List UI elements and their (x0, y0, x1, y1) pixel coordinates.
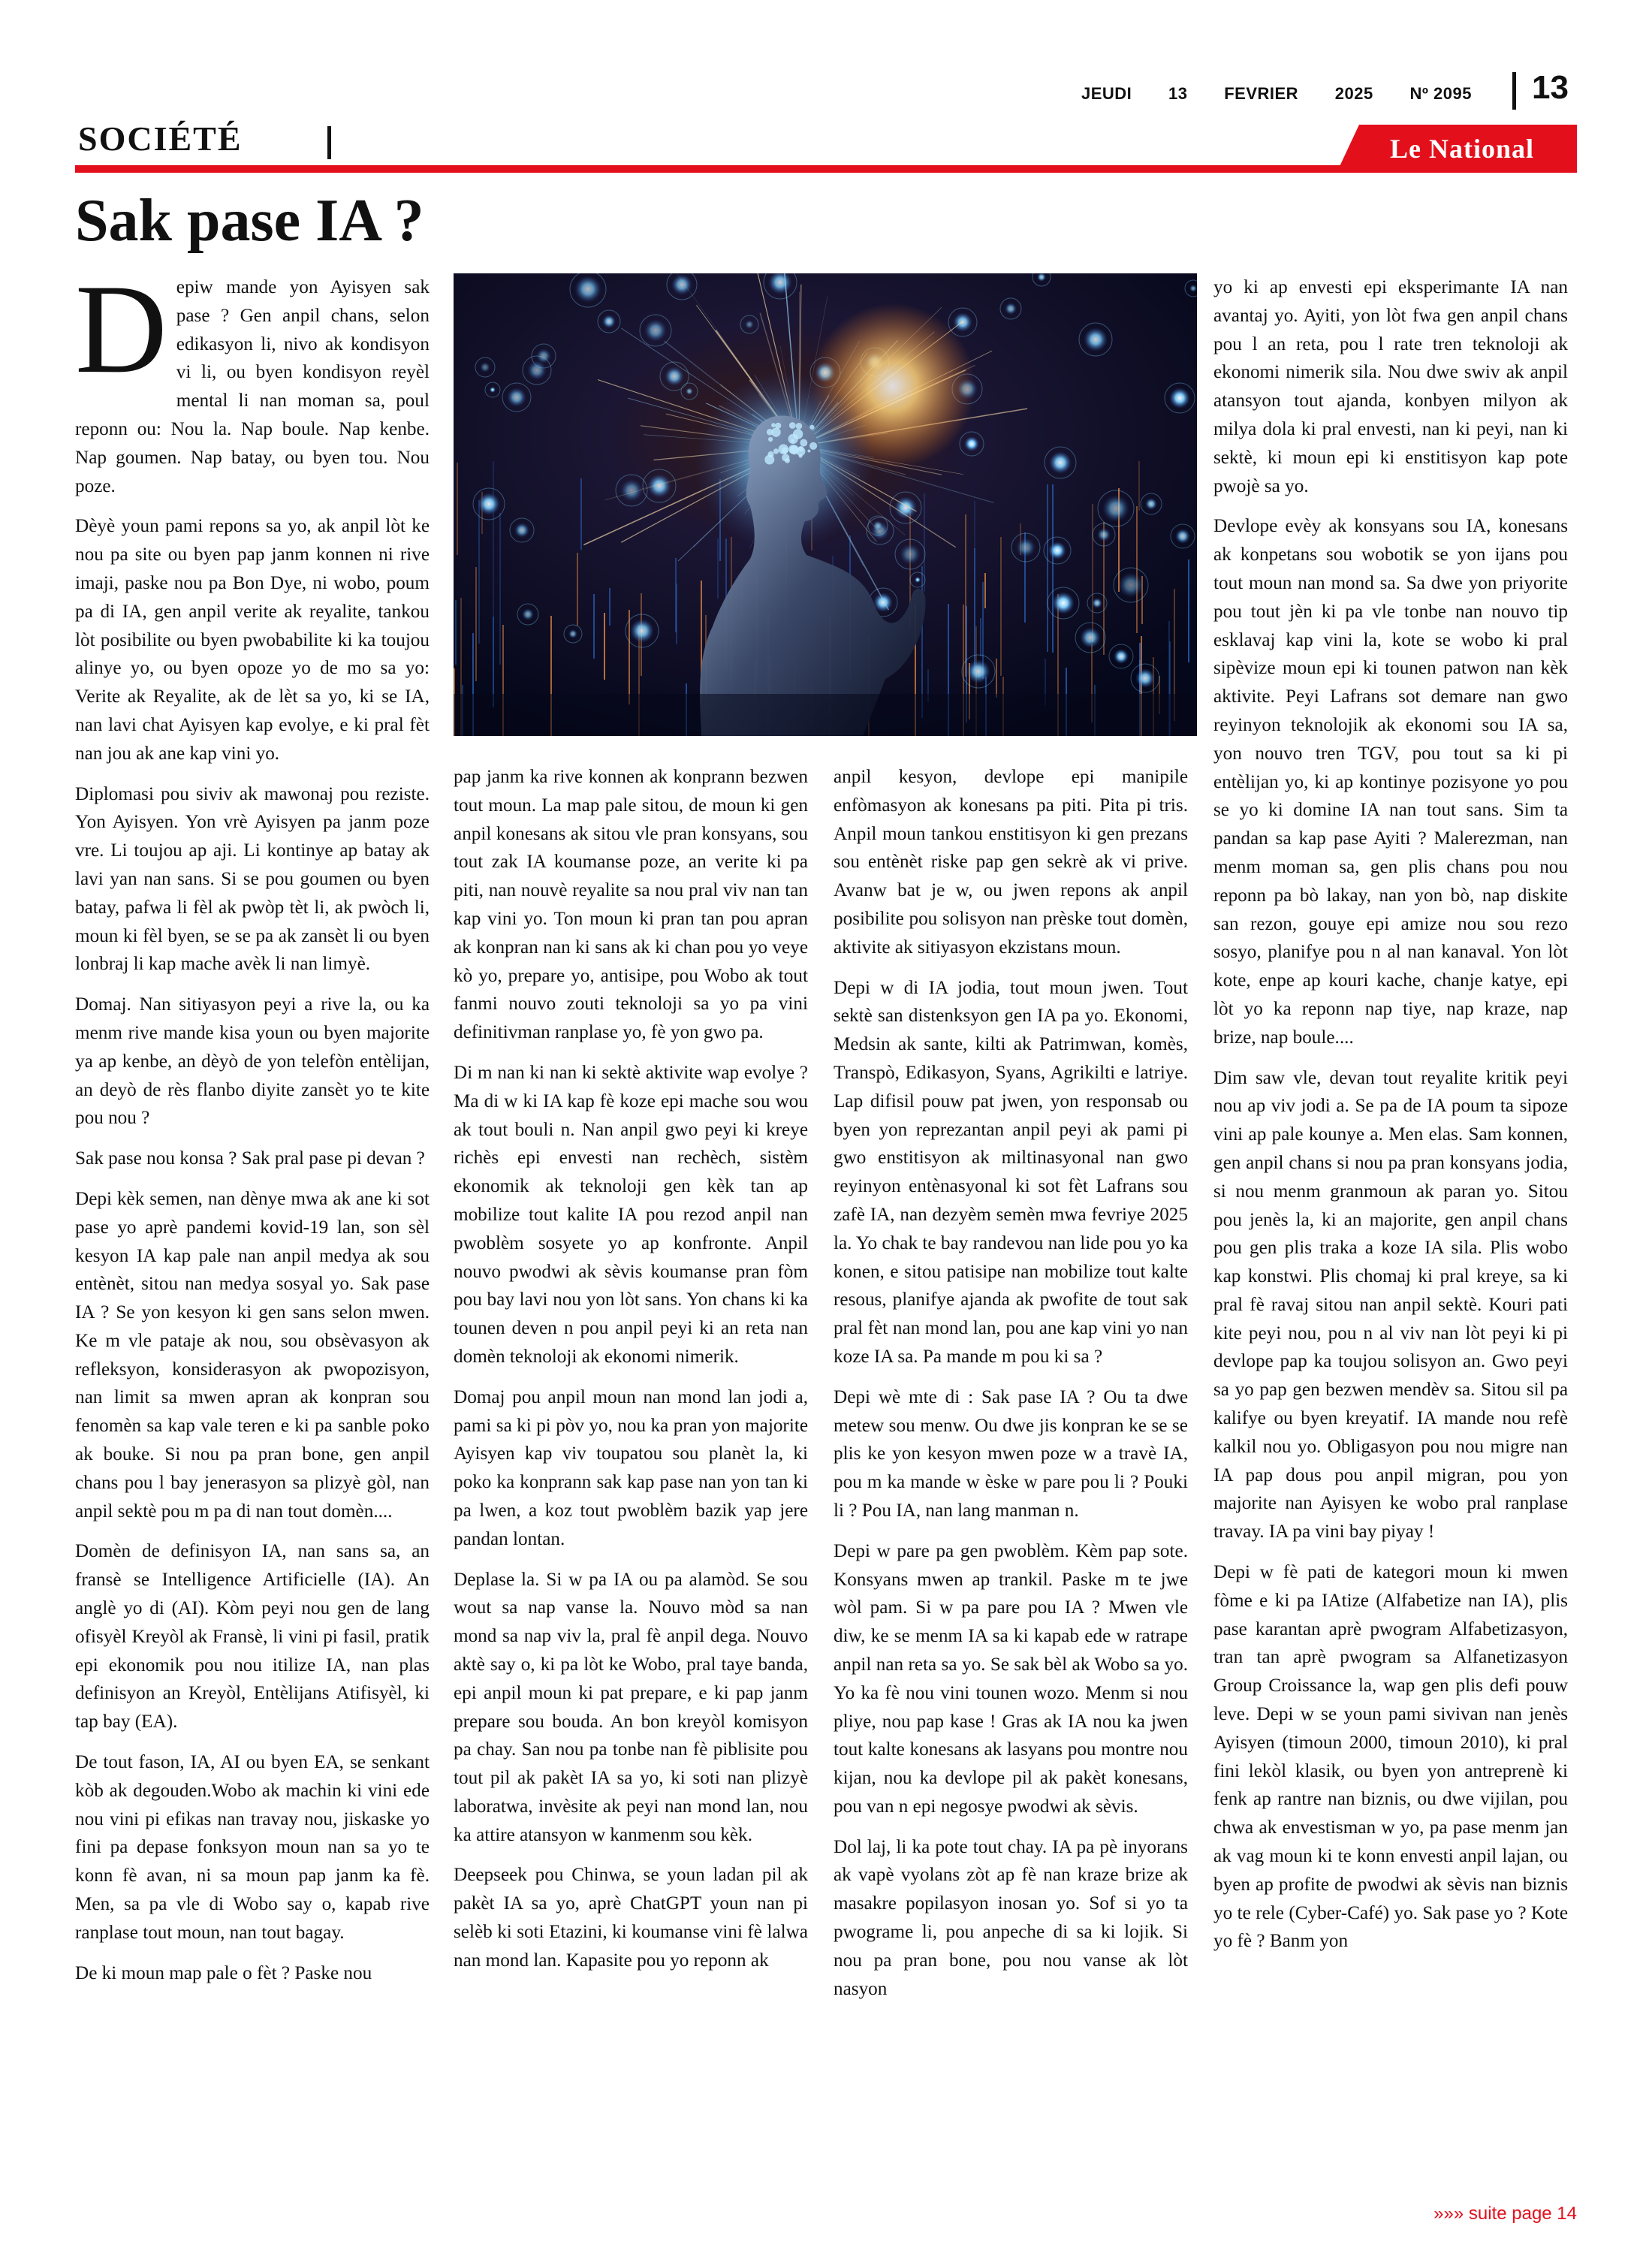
date-month: FEVRIER (1224, 84, 1299, 103)
network-node (1114, 649, 1129, 664)
article-column-4 (1213, 273, 1568, 1968)
page-number-divider (1512, 72, 1516, 110)
network-node (1145, 498, 1157, 510)
paragraph: Diplomasi pou siviv ak mawonaj pou reziste. Yon Ayisyen. Yon vrè Ayisyen pa janm poze vre. Li toujou ap aji. Li kontinye ap batay ak lavi yan nan sans. Si se pou goumen ou byen batay, pafwa li fèl ak pwòp tèt li, ak pwòch li, moun ki fèl byen, se se pa ak zansèt li ou byen lonbraj li kap mache avèk li nan limyè. (75, 783, 430, 975)
drop-cap: D (75, 258, 167, 400)
brain-node (773, 448, 779, 454)
data-stream (1052, 484, 1054, 653)
network-node (1175, 529, 1190, 544)
brain-node (790, 445, 799, 454)
section-label: SOCIÉTÉ (78, 119, 243, 158)
paragraph: Domaj. Nan sitiyasyon peyi a rive la, ou ka menm rive mande kisa youn ou byen majorite ya ap kenbe, an dèyò de yon telefòn entèlijan, an deyò de rès flanbo diyite zansèt yo te kite pou nou ? (75, 994, 430, 1129)
data-stream (996, 659, 997, 698)
network-node (647, 474, 671, 498)
paragraph: Deplase la. Si w pa IA ou pa alamòd. Se sou wout sa nap vanse la. Nouvo mòd sa nan mond sa nap viv la, pral fè anpil dega. Nouvo aktè say o, ki pa lòt ke Wobo, pral taye banda, epi anpil moun ki pat prepare, e ki pap janm prepare sou bouda. An bon kreyòl komisyon pa chay. San nou pa tonbe nan fè piblisite pou tout pil ak pakèt IA sa yo, ki soti nan plizyè laboratwa, invèsite ak peyi nan mond lan, nou ka attire atansyon w kanmenm sou kèk. (454, 1569, 808, 1845)
brain-node (775, 423, 781, 429)
brain-node (771, 423, 776, 427)
paragraph: Deepseek pou Chinwa, se youn ladan pil ak pakèt IA sa yo, aprè ChatGPT youn nan pi selèb ki soti Etazini, ki koumanse vini fè lalwa nan mond lan. Kapasite pou yo reponn ak (454, 1865, 808, 1971)
paragraph: Di m nan ki nan ki sektè aktivite wap evolye ? Ma di w ki IA kap fè koze epi mache sou wou ak tout bouli n. Nan anpil gwo peyi ki kreye richès epi envesti nan rechèch, sistèm ekonomik ak teknoloji gen kèk tan ap mobilize tout kalite IA pou rezod anpil nan pwoblèm sosyete yo ap konfronte. Anpil nouvo pwodwi ak sèvis koumanse pran fòm pou bay lavi nou yon lòt sans. Yon chans ki ka tounen deven n pou anpil peyi ki an reta nan domèn teknoloji ak ekonomi nimerik. (454, 1062, 808, 1367)
data-stream (577, 553, 578, 626)
network-node (671, 274, 692, 295)
network-node (900, 544, 921, 565)
article-column-1 (75, 258, 430, 1999)
network-node (1049, 451, 1072, 474)
data-stream (1092, 504, 1093, 642)
data-stream (1188, 559, 1189, 662)
paragraph: Domèn de definisyon IA, nan sans sa, an fransè se Intelligence Artificielle (IA). An anglè yo di (AI). Kòm peyi nou gen de lang ofisyèl Kreyòl ak Fransè, li vini pi fasil, pratik epi ekonomik pou nou itilize IA, nan plas definisyon an Kreyòl, Entèlijans Atifisyèl, ki tap bay (EA). (75, 1541, 430, 1733)
brain-node (764, 455, 774, 465)
network-node (644, 319, 667, 342)
network-node (568, 629, 577, 638)
network-node (1084, 327, 1108, 351)
data-stream (1047, 484, 1048, 652)
network-node (1118, 572, 1144, 598)
network-node (574, 276, 601, 303)
paragraph: Depi w fè pati de kategori moun ki mwen fòme e ki pa IAtize (Alfabetize nan IA), plis pase karantan aprè pwogram Alfabetizasyon, tran tan aprè pwogram sa Alfanetizasyon Group Croissance la, wap gen plis defi pouw leve. Depi w se youn pami sivivan nan jenès Ayisyen (timoun 2000, timoun 2010), ki pral fini lekòl klasik, ou byen yon antreprenè ki fenk ap rantre nan biznis, ou dwe vijilan, pou chwa ak envestisman w yo, pa pase menm jan ak vag moun ki te konn envesti anpil lajan, ou byen ap profite de pwodwi ak sèvis nan biznis yo te rele (Cyber-Café) yo. Sak pase yo ? Kote yo fè ? Banm yon (1213, 1562, 1568, 1952)
date-year: 2025 (1334, 84, 1373, 103)
data-stream (609, 588, 610, 626)
data-stream (580, 478, 582, 550)
paragraph: Sak pase nou konsa ? Sak pral pase pi devan ? (75, 1148, 425, 1169)
network-node (480, 362, 490, 372)
data-stream (984, 573, 986, 608)
data-stream (676, 584, 677, 644)
paragraph: Depi kèk semen, nan dènye mwa ak ane ki sot pase yo aprè pandemi kovid-19 lan, son sèl kesyon IA kap pale nan anpil medya ak sou entènèt, sitou nan medya sosyal yo. Sak pase IA ? Se yon kesyon ki gen sans selon mwen. Ke m vle pataje ak nou, sou obsèvasyon ak refleksyon, konsiderasyon ak pwopozisyon, nan limit sa mwen apran ak konpran sou fenomèn sa kap vale teren e ki pa sanble poko ak bouke. Si nou pa pran bone, gen anpil chans pou l bay jenerasyon sa plizyè gòl, nan anpil sektè pou m pa di nan tout domèn.... (75, 1188, 430, 1522)
data-stream (1103, 522, 1105, 655)
brain-node (782, 454, 789, 461)
brain-node (809, 442, 817, 450)
network-node (1097, 528, 1111, 541)
paragraph: anpil kesyon, devlope epi manipile enfòmasyon ak konesans pa piti. Pita pi tris. Anpil moun tankou enstitisyon ki gen prezans sou entènèt riske pap gen sekrè ak vi prive. Avanw bat je w, ou jwen repons ak anpil posibilite pou solisyon nan prèske tout domèn, aktivite ak sitiyasyon ekzistans moun. (834, 767, 1188, 958)
brain-node (771, 427, 780, 436)
brain-node (796, 423, 803, 430)
data-stream (1136, 506, 1138, 633)
data-stream (457, 463, 458, 555)
network-node (1189, 285, 1197, 292)
date-number: 13 (1168, 84, 1188, 103)
network-node (490, 387, 496, 393)
network-node (522, 608, 534, 620)
data-stream (499, 513, 501, 665)
network-node (894, 496, 917, 519)
data-stream (475, 567, 477, 681)
network-node (507, 388, 526, 407)
paragraph: Depi wè mte di : Sak pase IA ? Ou ta dwe metew sou menw. Ou dwe jis konpran ke se se plis ke yon kesyon mwen poze w a travè IA, pou m ka mande w èske w pare pou li ? Pouki li ? Pou IA, nan lang manman n. (834, 1386, 1188, 1521)
data-stream (980, 618, 981, 656)
image-floor (454, 694, 1197, 736)
article-title: Sak pase IA ? (75, 188, 424, 254)
continued-on-link[interactable]: »»» suite page 14 (1433, 2203, 1577, 2224)
network-node (1092, 598, 1102, 608)
header-rule (75, 165, 1577, 173)
paragraph-text: epiw mande yon Ayisyen sak pase ? Gen anpil chans, selon edikasyon li, nivo ak kondisyon vi li, ou byen kondisyon reyèl mental li nan moman sa, poul reponn ou: Nou la. Nap boule. Nap kenbe. Nap goumen. Nap batay, ou byen tou. Nou poze. (75, 277, 430, 496)
article-column-3 (834, 763, 1188, 2015)
date-day: JEUDI (1081, 84, 1132, 103)
article-image (454, 273, 1197, 736)
paragraph: pap janm ka rive konnen ak konprann bezwen tout moun. La map pale sitou, de moun ki gen anpil konesans ak sitou vle pran konsyans, sou tout zak IA koumanse poze, an verite ki pa piti, nan nouvè reyalite sa nou pral viv nan tan kap vini yo. Ton moun ki pran tan pou apran ak konpran nan ki sans ak ki chan pou yo veye kò yo, prepare yo, antisipe, pou Wobo ak tout fanmi nouvo zouti teknoloji sa yo pa vini definitivman ranplase yo, fè yon gwo pa. (454, 767, 808, 1043)
data-stream (629, 610, 630, 704)
network-node (966, 659, 990, 683)
paragraph: yo ki ap envesti epi eksperimante IA nan avantaj yo. Ayiti, yon lòt fwa gen anpil chans pou l an reta, pou l rate tren teknoloji ak ekonomi nimerik sila. Nou dwe swiv ak anpil atansyon tout ajanda, konbyen milyon ak milya dola ki pral envesti, nan ki peyi, nan ki sektè, ki moun epi ki enstitisyon kap pote pwojè sa yo. (1213, 277, 1568, 496)
data-stream (593, 594, 595, 659)
data-stream (455, 600, 457, 665)
issue-number: Nº 2095 (1409, 84, 1472, 103)
brain-node (800, 439, 807, 447)
network-node (665, 366, 684, 386)
network-node (1080, 627, 1101, 648)
date-line (1081, 84, 1472, 104)
network-node (1169, 388, 1190, 409)
network-node (514, 523, 529, 538)
data-stream (974, 501, 975, 548)
publication-name: Le National (1389, 134, 1534, 164)
paragraph: Dol laj, li ka pote tout chay. IA pa pè inyorans ak vapè vyolans zòt ap fè nan kraze brize ak masakre popilasyon inosan yo. Sof si yo ta pwograme li, pou anpeche di sa ki lojik. Si nou pa pran bone, pou nou vanse ak lòt nasyon (834, 1836, 1188, 1999)
paragraph: Domaj pou anpil moun nan mond lan jodi a, pami sa ki pi pòv yo, nou ka pran yon majorite Ayisyen kap viv toupatou sou planèt la, ki poko ka konprann sak kap pase nan yon tan ki pa lwen, a koz tout pwoblèm bazik yap jere pandan lontan. (454, 1386, 808, 1549)
network-node (915, 577, 921, 583)
network-node (964, 436, 979, 451)
data-stream (974, 548, 975, 671)
network-node (1016, 538, 1036, 557)
paragraph (75, 258, 430, 500)
brain-node (807, 450, 810, 453)
network-node (1052, 592, 1075, 614)
network-node (686, 388, 693, 395)
network-node (953, 312, 972, 332)
brain-node (789, 422, 796, 429)
brain-node (791, 439, 794, 442)
page-number: 13 (1532, 69, 1569, 106)
network-node (478, 493, 500, 515)
network-node (745, 320, 754, 329)
network-node (630, 619, 654, 643)
data-stream (493, 461, 494, 617)
network-node (602, 315, 616, 328)
brain-node (779, 444, 788, 454)
data-stream (493, 617, 494, 707)
data-stream (1000, 537, 1002, 676)
brain-node (809, 425, 814, 430)
data-stream (1138, 461, 1140, 511)
data-stream (478, 500, 480, 644)
paragraph: De ki moun map pale o fèt ? Paske nou (75, 1962, 372, 1983)
brain-node (768, 437, 773, 442)
data-stream (965, 514, 966, 677)
paragraph: Depi w pare pa gen pwoblèm. Kèm pap sote. Konsyans mwen ap trankil. Paske m te jwe wòl pam. Si w pa pare pou IA ? Mwen vle diw, ke se menm IA sa ki kapab ede w ratrape anpil nan reta sa yo. Se sak bèl ak Wobo sa yo. Yo ka fè nou vini tounen wozo. Menm si nou pliye, nou pap kase ! Gras ak IA nou ka jwen tout kalte konesans ak lasyans pou montre nou kijan, nou ka devlope pil ak pakèt konesans, pou van n epi negosye pwodwi ak sèvis. (834, 1540, 1188, 1817)
paragraph: Devlope evèy ak konsyans sou IA, konesans ak konpetans sou wobotik se yon ijans pou tout moun nan mond sa. Sa dwe yon priyorite pou tout jèn ki pa vle tonbe nan nouvo tip esklavaj kap vini la, kote se wobo ki pral sipèvize moun epi ki tounen patwon nan kèk aktivite. Peyi Lafrans sot demare nan gwo reyinyon teknolojik ak ekonomi sou IA sa, yon nouvo tren TGV, pou tout sa ki pi entèlijan yo, ki ap kontinye pozisyone yo pou se yo ki domine IA nan tout sans. Sim ta pandan sa kap pase Ayiti ? Malerezman, nan menm moman sa, gen plis chans pou nou reponn pa bò lakay, nan yon bò, nap diskite san rezon, gouye epi amize nou sou rezo sosyo, planifye pou n al nan kanaval. Yon lòt kote, enpe ap kouri kache, chanje katye, epi lòt yo ka reponn nap tiye, nap kraze, nap brize, nap boule.... (1213, 516, 1568, 1048)
network-node (1135, 668, 1155, 688)
article-column-2 (454, 763, 808, 1987)
network-node (1048, 541, 1066, 559)
brain-node (788, 434, 798, 444)
network-node (1005, 303, 1017, 315)
paragraph: Dèyè youn pami repons sa yo, ak anpil lòt ke nou pa site ou byen pap janm konnen ni rive imaji, paske nou pa Bon Dye, ni wobo, poum pa di IA, gen anpil verite ak reyalite, tankou lòt posibilite ou byen pwobabilite ki ka toujou alinye yo, ou byen opoze yo de mo sa yo: Verite ak Reyalite, ak de lèt sa yo, ki se IA, nan lavi chat Ayisyen kap evolye, e ki pral fèt nan jou ak ane kap vini yo. (75, 516, 430, 764)
data-stream (717, 538, 719, 599)
paragraph: De tout fason, IA, AI ou byen EA, se senkant kòb ak degouden.Wobo ak machin ki vini ede nou vini pi efikas nan travay nou, jiskaske yo fini pa depase fonksyon moun nan sa yo te konn fè avan, ni sa moun pap janm ka fè. Men, sa pa vle di Wobo say o, kapab rive ranplase tout moun, nan tout bagay. (75, 1752, 430, 1943)
brain-node (799, 454, 803, 458)
section-divider (327, 126, 331, 159)
data-stream (604, 613, 605, 680)
network-node (1102, 495, 1129, 522)
paragraph: Dim saw vle, devan tout reyalite kritik peyi nou ap viv jodi a. Se pa de IA poum ta sipoze vini ap pale kounye a. Men elas. Sam konnen, gen anpil chans si nou pa pran konsyans jodia, si nou menm granmoun ak paran yo. Sitou pou jenès la, ki an majorite, gen anpil chans pou gen plis traka a koze IA sila. Plis wobo kap konstwi. Plis chomaj ki pral kreye, sa ki pral fè ravaj sitou nan anpil sektè. Kouri pati kite peyi nou, pou n al viv nan lòt peyi ki pi devlope pap ka toujou solisyon an. Gwo peyi sa yo pap gen bezwen mendèv sa. Sitou sil pa kalifye ou byen kreyatif. IA mande nou refè kalkil nou yo. Obligasyon pou nou migre nan IA pap dous pou anpil migran, pou yon majorite nan Ayisyen ke wobo pral ranplase travay. IA pa vini bay piyay ! (1213, 1067, 1568, 1543)
network-node (527, 360, 547, 380)
ai-human-silhouette-illustration (454, 273, 1197, 736)
paragraph: Depi w di IA jodia, tout moun jwen. Tout sektè san distenksyon gen IA pa yo. Ekonomi, Medsin ak sante, kilti ak Patrimwan, komès, Transpò, Edikasyon, Syans, Agrikilti e latriye. Lap difisil pouw pat jwen, yon responsab ou byen yon reprezantan anpil peyi ak pami pi gwo enstitisyon ak miltinasyonal nan gwo reyinyon entènasyonal ki sot fèt Lafrans sou zafè IA, nan dezyèm semèn mwa fevriye 2025 la. Yo chak te bay randevou nan lide pou yo ka konen, e sitou patisipe nan mobilize tout kalte resous, planifye ajanda ak pwofite de tout sak pral fèt nan mond lan, pou ane kap vini yo nan koze IA sa. Pa mande m pou ki sa ? (834, 977, 1188, 1367)
